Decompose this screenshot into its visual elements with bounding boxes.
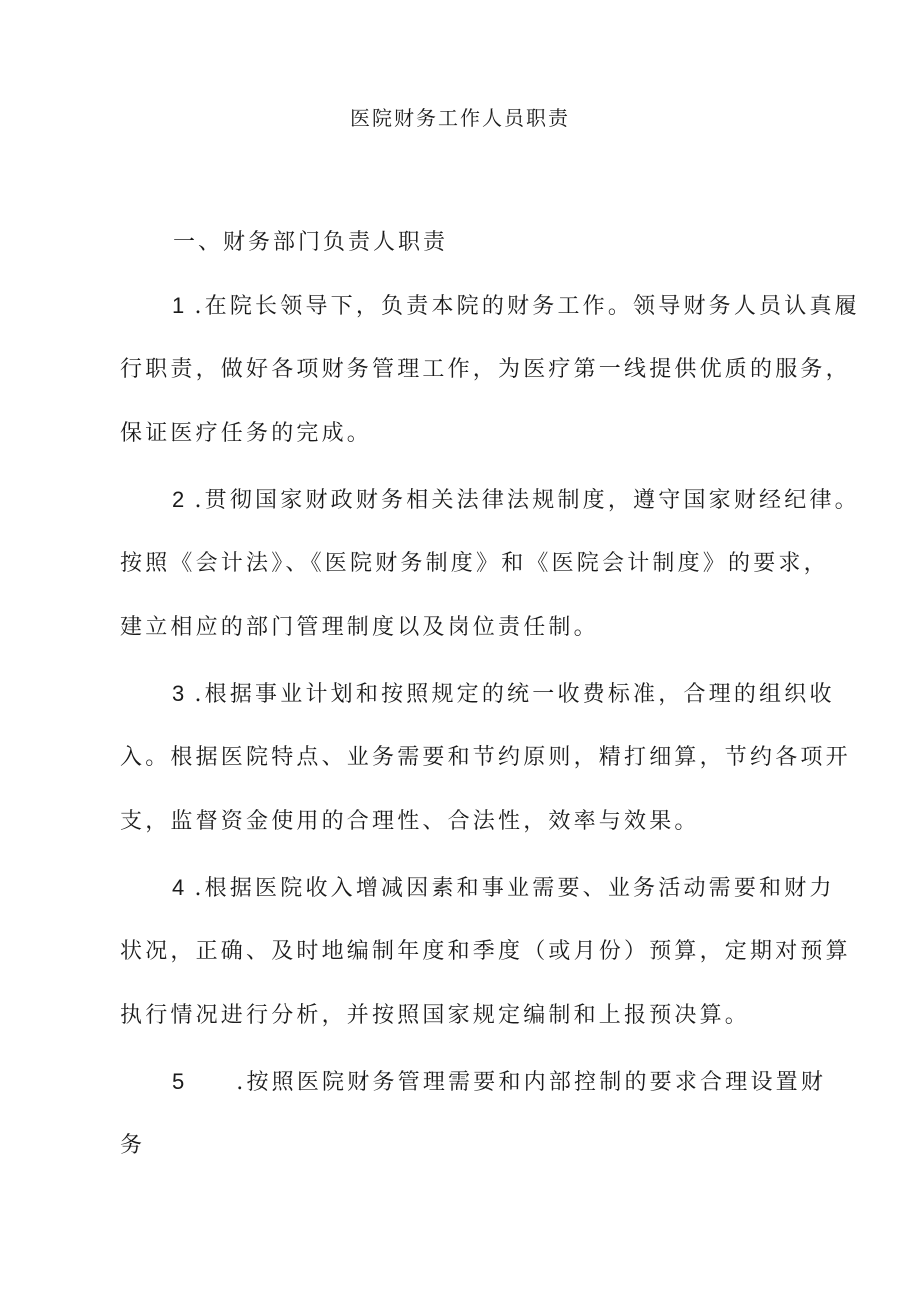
line-text: .贯彻国家财政财务相关法律法规制度，遵守国家财经纪律。 — [194, 488, 860, 513]
paragraph-line — [120, 662, 835, 726]
paragraph-line: 按照《会计法》、《医院财务制度》和《医院会计制度》的要求， — [120, 551, 829, 576]
paragraph-item-5 — [120, 1050, 827, 1178]
item-number: 2 — [172, 487, 185, 512]
line-text: .根据医院收入增减因素和事业需要、业务活动需要和财力 — [194, 876, 835, 901]
paragraph-line: 执行情况进行分析，并按照国家规定编制和上报预决算。 — [120, 1003, 751, 1028]
paragraph-line: 行职责，做好各项财务管理工作，为医疗第一线提供优质的服务， — [120, 357, 851, 382]
paragraph-item-2 — [120, 468, 860, 660]
paragraph-line: 保证医疗任务的完成。 — [120, 421, 373, 446]
paragraph-line — [120, 856, 835, 920]
item-number: 3 — [172, 681, 185, 706]
document-title: 医院财务工作人员职责 — [350, 106, 570, 130]
paragraph-line: 建立相应的部门管理制度以及岗位责任制。 — [120, 615, 599, 640]
section-heading: 一、财务部门负责人职责 — [173, 230, 449, 255]
paragraph-item-1 — [120, 274, 860, 466]
line-text: .按照医院财务管理需要和内部控制的要求合理设置财 — [236, 1070, 827, 1095]
line-text: .根据事业计划和按照规定的统一收费标准，合理的组织收 — [194, 682, 835, 707]
paragraph-line — [120, 1050, 827, 1114]
paragraph-line — [120, 274, 860, 338]
paragraph-line: 状况，正确、及时地编制年度和季度（或月份）预算，定期对预算 — [120, 939, 851, 964]
paragraph-line: 入。根据医院特点、业务需要和节约原则，精打细算，节约各项开 — [120, 745, 851, 770]
paragraph-item-4 — [120, 856, 851, 1048]
paragraph-line — [120, 468, 860, 532]
item-number: 5 — [172, 1069, 185, 1094]
item-number: 4 — [172, 875, 185, 900]
line-text: .在院长领导下，负责本院的财务工作。领导财务人员认真履 — [194, 294, 860, 319]
item-number: 1 — [172, 293, 185, 318]
paragraph-item-3 — [120, 662, 851, 854]
paragraph-line: 务 — [120, 1133, 146, 1158]
paragraph-line: 支，监督资金使用的合理性、合法性，效率与效果。 — [120, 809, 700, 834]
